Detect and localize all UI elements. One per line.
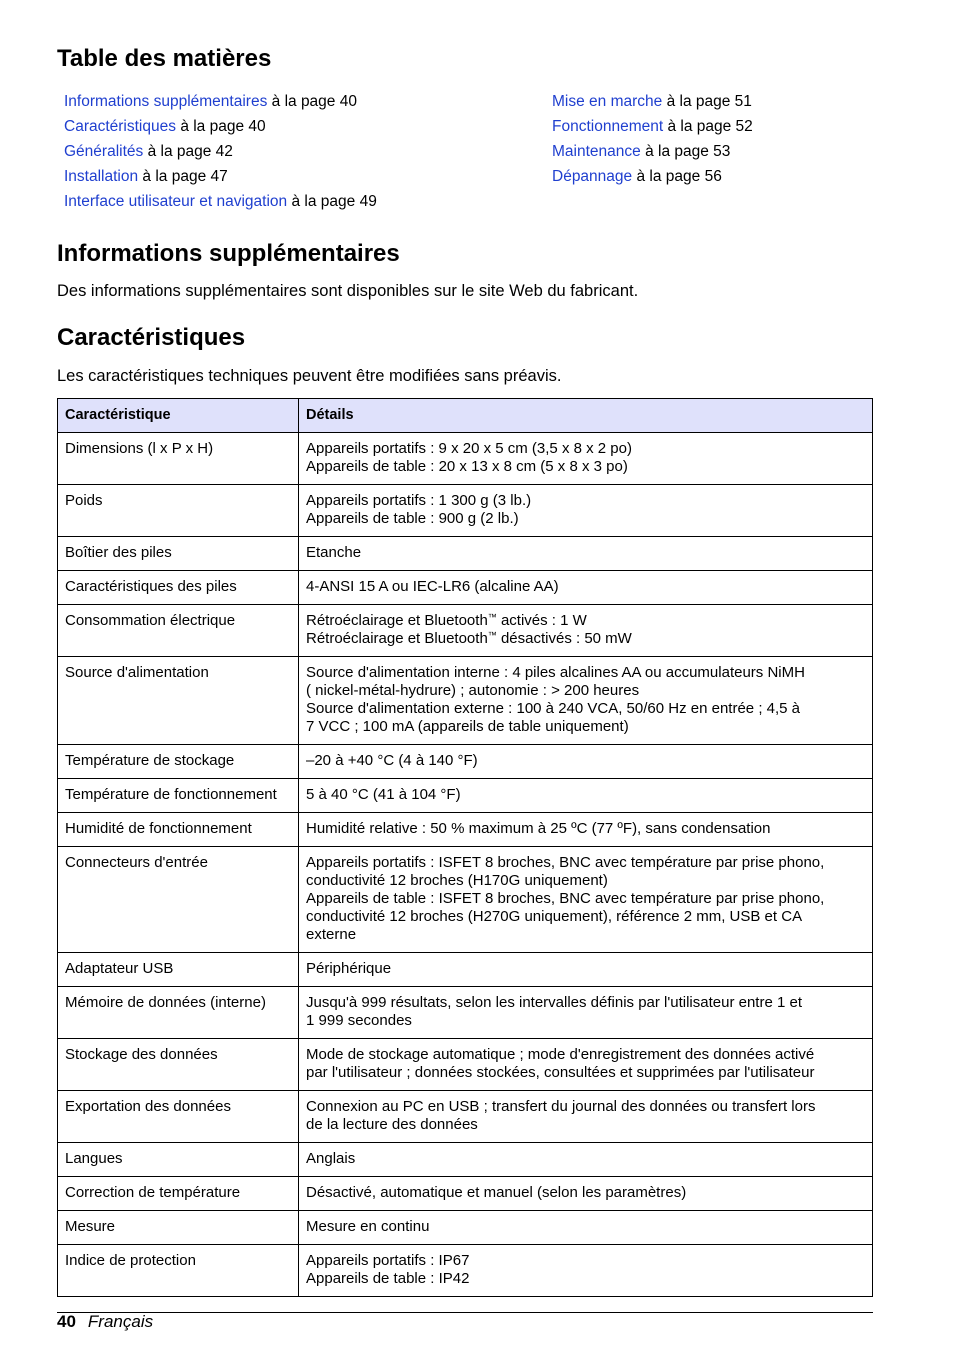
toc-entry: [64, 89, 377, 114]
spec-detail-line: Humidité relative : 50 % maximum à 25 ºC (77 ºF), sans condensation: [306, 820, 771, 837]
toc-page-ref: à la page 56: [636, 168, 722, 185]
spec-detail-line: Appareils portatifs : 9 x 20 x 5 cm (3,5 x 8 x 2 po): [306, 440, 632, 457]
table-row: [58, 571, 873, 605]
toc-entry: [64, 189, 377, 214]
spec-detail-line: Désactivé, automatique et manuel (selon les paramètres): [306, 1184, 687, 1201]
spec-name: Mesure: [58, 1211, 299, 1245]
spec-detail-line: Jusqu'à 999 résultats, selon les intervalles définis par l'utilisateur entre 1 et: [306, 994, 802, 1011]
spec-detail-line: Anglais: [306, 1150, 356, 1167]
spec-detail-line: 5 à 40 °C (41 à 104 °F): [306, 786, 461, 803]
table-header-row: [58, 399, 873, 433]
spec-detail-line: Connexion au PC en USB ; transfert du journal des données ou transfert lors: [306, 1098, 816, 1115]
toc-link[interactable]: Mise en marche: [552, 93, 663, 110]
spec-detail-line: ( nickel-métal-hydrure) ; autonomie : > 200 heures: [306, 682, 640, 699]
spec-detail-line: Appareils de table : 20 x 13 x 8 cm (5 x 8 x 3 po): [306, 458, 628, 475]
spec-name: Langues: [58, 1143, 299, 1177]
spec-detail-line: –20 à +40 °C (4 à 140 °F): [306, 752, 478, 769]
spec-detail-line: externe: [306, 926, 357, 943]
toc-entry: [552, 139, 753, 164]
spec-detail-line: 1 999 secondes: [306, 1012, 412, 1029]
spec-detail-line: Périphérique: [306, 960, 392, 977]
spec-details: [299, 571, 873, 605]
spec-name: Adaptateur USB: [58, 953, 299, 987]
specifications-table: [57, 398, 873, 1297]
toc-link[interactable]: Dépannage: [552, 168, 633, 185]
table-row: [58, 485, 873, 537]
toc-entry: [552, 164, 753, 189]
trademark-symbol: ™: [487, 630, 497, 640]
spec-details: [299, 1177, 873, 1211]
spec-details: [299, 485, 873, 537]
spec-details: [299, 1091, 873, 1143]
table-row: [58, 1143, 873, 1177]
spec-name: Source d'alimentation: [58, 657, 299, 745]
spec-name: Dimensions (l x P x H): [58, 433, 299, 485]
page-number: 40: [57, 1312, 76, 1331]
spec-details: [299, 537, 873, 571]
table-row: [58, 657, 873, 745]
header-characteristic: Caractéristique: [58, 399, 299, 433]
toc-link[interactable]: Maintenance: [552, 143, 641, 160]
spec-details: [299, 847, 873, 953]
toc-link[interactable]: Généralités: [64, 143, 144, 160]
spec-details: [299, 1211, 873, 1245]
specs-intro: Les caractéristiques techniques peuvent être modifiées sans préavis.: [57, 367, 562, 385]
table-row: [58, 847, 873, 953]
spec-name: Indice de protection: [58, 1245, 299, 1297]
toc-entry: [64, 139, 377, 164]
spec-detail-line: Appareils de table : ISFET 8 broches, BNC avec température par prise phono,: [306, 890, 825, 907]
spec-detail-line: conductivité 12 broches (H270G uniquement), référence 2 mm, USB et CA: [306, 908, 803, 925]
spec-detail-line: Appareils de table : IP42: [306, 1270, 470, 1287]
spec-detail-line: [306, 612, 865, 630]
info-paragraph: Des informations supplémentaires sont disponibles sur le site Web du fabricant.: [57, 282, 639, 300]
table-row: [58, 1039, 873, 1091]
spec-name: Mémoire de données (interne): [58, 987, 299, 1039]
spec-name: Température de stockage: [58, 745, 299, 779]
toc-entry: [64, 114, 377, 139]
toc-page-ref: à la page 40: [271, 93, 357, 110]
spec-detail-line: 4-ANSI 15 A ou IEC-LR6 (alcaline AA): [306, 578, 559, 595]
table-row: [58, 1211, 873, 1245]
toc-page-ref: à la page 40: [180, 118, 266, 135]
spec-name: Poids: [58, 485, 299, 537]
footer-rule: [57, 1312, 873, 1313]
table-row: [58, 987, 873, 1039]
detail-text: Rétroéclairage et Bluetooth: [306, 612, 488, 629]
header-details: Détails: [299, 399, 873, 433]
table-row: [58, 779, 873, 813]
spec-detail-line: [306, 630, 865, 648]
toc-page-ref: à la page 49: [291, 193, 377, 210]
section-title-info: Informations supplémentaires: [57, 240, 400, 267]
toc-entry: [552, 114, 753, 139]
spec-details: [299, 657, 873, 745]
spec-detail-line: Appareils de table : 900 g (2 lb.): [306, 510, 519, 527]
spec-details: [299, 1039, 873, 1091]
detail-text: désactivés : 50 mW: [496, 630, 632, 647]
toc-page-ref: à la page 47: [142, 168, 228, 185]
spec-detail-line: Appareils portatifs : ISFET 8 broches, BNC avec température par prise phono,: [306, 854, 825, 871]
spec-detail-line: Source d'alimentation interne : 4 piles alcalines AA ou accumulateurs NiMH: [306, 664, 805, 681]
spec-details: [299, 987, 873, 1039]
spec-name: Stockage des données: [58, 1039, 299, 1091]
table-row: [58, 537, 873, 571]
toc-link[interactable]: Interface utilisateur et navigation: [64, 193, 288, 210]
spec-details: [299, 953, 873, 987]
table-row: [58, 433, 873, 485]
table-row: [58, 1177, 873, 1211]
spec-details: [299, 779, 873, 813]
table-row: [58, 953, 873, 987]
table-row: [58, 1091, 873, 1143]
detail-text: Rétroéclairage et Bluetooth: [306, 630, 488, 647]
spec-details: [299, 433, 873, 485]
toc-link[interactable]: Caractéristiques: [64, 118, 176, 135]
detail-text: activés : 1 W: [496, 612, 587, 629]
spec-detail-line: Etanche: [306, 544, 362, 561]
toc-entry: [64, 164, 377, 189]
toc-title: Table des matières: [57, 45, 272, 72]
spec-detail-line: par l'utilisateur ; données stockées, consultées et supprimées par l'utilisateur: [306, 1064, 815, 1081]
spec-name: Humidité de fonctionnement: [58, 813, 299, 847]
trademark-symbol: ™: [487, 612, 497, 622]
toc-left-column: [64, 89, 377, 214]
spec-name: Température de fonctionnement: [58, 779, 299, 813]
spec-name: Connecteurs d'entrée: [58, 847, 299, 953]
toc-link[interactable]: Informations supplémentaires: [64, 93, 268, 110]
toc-link[interactable]: Fonctionnement: [552, 118, 664, 135]
spec-details: [299, 745, 873, 779]
spec-detail-line: Source d'alimentation externe : 100 à 240 VCA, 50/60 Hz en entrée ; 4,5 à: [306, 700, 801, 717]
toc-right-column: [552, 89, 753, 189]
spec-details: [299, 605, 873, 657]
table-row: [58, 745, 873, 779]
page-footer: [57, 1311, 153, 1333]
table-row: [58, 813, 873, 847]
spec-detail-line: 7 VCC ; 100 mA (appareils de table uniquement): [306, 718, 629, 735]
spec-details: [299, 813, 873, 847]
toc-page-ref: à la page 51: [666, 93, 752, 110]
spec-detail-line: Appareils portatifs : 1 300 g (3 lb.): [306, 492, 532, 509]
document-page: [57, 0, 873, 1354]
spec-details: [299, 1143, 873, 1177]
toc-entry: [552, 89, 753, 114]
section-title-specs: Caractéristiques: [57, 324, 246, 351]
spec-detail-line: de la lecture des données: [306, 1116, 478, 1133]
table-row: [58, 605, 873, 657]
spec-name: Caractéristiques des piles: [58, 571, 299, 605]
spec-detail-line: Mesure en continu: [306, 1218, 430, 1235]
spec-details: [299, 1245, 873, 1297]
spec-detail-line: Appareils portatifs : IP67: [306, 1252, 470, 1269]
toc-link[interactable]: Installation: [64, 168, 139, 185]
toc-page-ref: à la page 53: [645, 143, 731, 160]
toc-page-ref: à la page 42: [147, 143, 233, 160]
footer-language: Français: [87, 1312, 154, 1331]
spec-detail-line: Mode de stockage automatique ; mode d'enregistrement des données activé: [306, 1046, 815, 1063]
spec-name: Correction de température: [58, 1177, 299, 1211]
spec-name: Boîtier des piles: [58, 537, 299, 571]
toc-page-ref: à la page 52: [667, 118, 753, 135]
spec-name: Exportation des données: [58, 1091, 299, 1143]
spec-name: Consommation électrique: [58, 605, 299, 657]
table-row: [58, 1245, 873, 1297]
spec-detail-line: conductivité 12 broches (H170G uniquement): [306, 872, 608, 889]
